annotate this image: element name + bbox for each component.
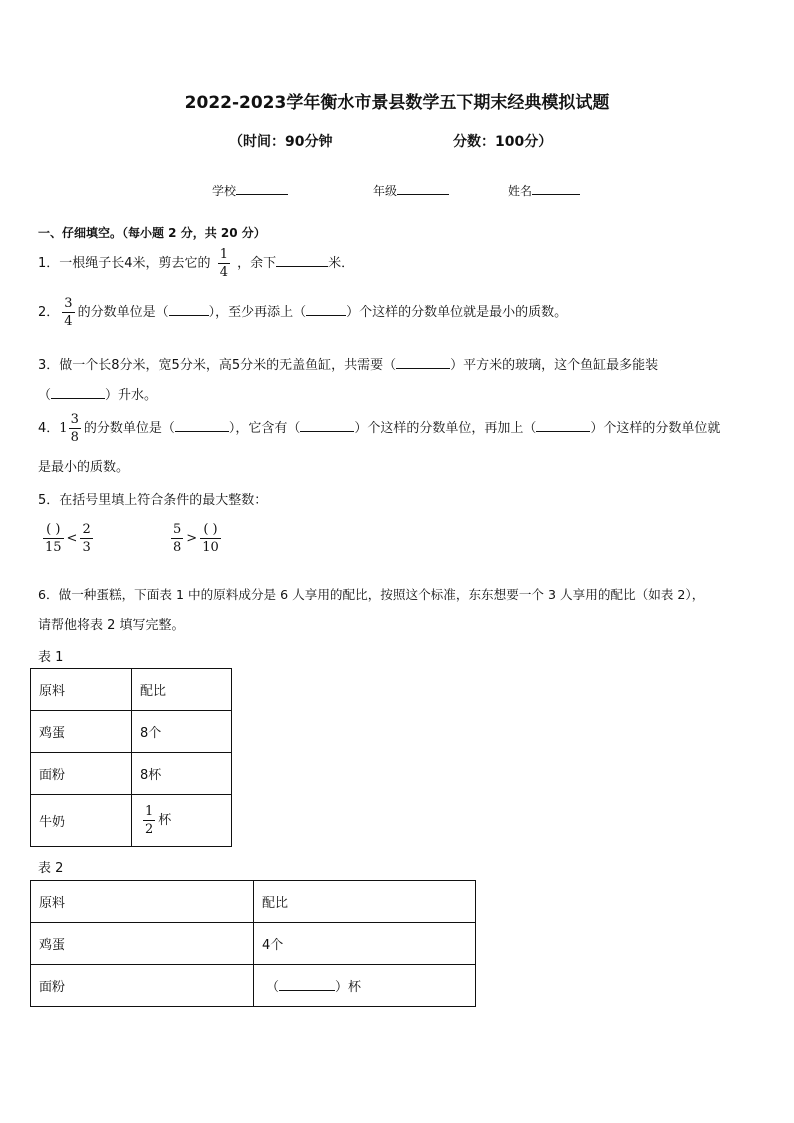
q1-fraction [218,248,230,279]
q5-f3-numerator: 5 [173,522,182,537]
table-row [31,965,476,1007]
flour-open-paren: （ [266,980,280,995]
q5-less-than: < [66,531,78,546]
table-cell: 面粉 [31,753,132,795]
q4-blank-2[interactable] [300,419,354,432]
table-row [31,753,232,795]
table-row [31,923,476,965]
q3-blank-2[interactable] [51,386,105,399]
name-blank[interactable] [532,182,580,195]
q2-blank-2[interactable] [306,303,346,316]
q3-text-a: 3．做一个长8分米，宽5分米，高5分米的无盖鱼缸，共需要（ [38,358,397,373]
question-5: 5．在括号里填上符合条件的最大整数： [38,493,268,508]
table-2-label: 表 2 [38,861,64,876]
table-header-cell: 原料 [31,669,132,711]
milk-unit: 杯 [158,813,172,828]
question-2 [38,297,567,328]
q5-answer-1[interactable]: ( ) [46,522,61,537]
q4-text-a: 的分数单位是（ [83,421,175,436]
table-cell [254,965,476,1007]
exam-score: 分数：100分） [453,134,553,150]
q2-number: 2． [38,305,60,320]
q1-unit: 米． [328,256,355,271]
table-1 [30,668,232,847]
milk-denominator: 2 [145,822,154,837]
table-cell: 鸡蛋 [31,923,254,965]
table-header-cell: 配比 [254,881,476,923]
q5-greater-than: > [186,531,198,546]
question-6-line-1: 6．做一种蛋糕，下面表 1 中的原料成分是 6 人享用的配比，按照这个标准，东东想要一个 3 人享用的配比（如表 2）， [38,587,705,602]
q2-blank-1[interactable] [169,303,209,316]
q4-blank-1[interactable] [175,419,229,432]
q1-text-2: ，余下 [237,256,277,271]
table-cell: 面粉 [31,965,254,1007]
question-1 [38,248,354,279]
q5-inequality-2 [168,523,224,554]
milk-numerator: 1 [145,804,154,819]
q2-text-c: ）个这样的分数单位就是最小的质数。 [346,305,568,320]
grade-field [373,182,449,199]
milk-fraction [143,805,155,836]
section-heading: 一、仔细填空。（每小题 2 分，共 20 分） [38,226,266,240]
q4-numerator: 3 [70,412,79,427]
question-4-line-1 [38,413,720,444]
table-row [31,711,232,753]
q5-f3-denominator: 8 [173,540,182,555]
table-cell: 8杯 [132,753,232,795]
q5-fraction-3 [171,523,183,554]
name-field [508,182,580,199]
q2-fraction [62,297,74,328]
q4-text-b: ），它含有（ [228,421,301,436]
q5-fraction-2 [80,523,92,554]
table-cell: 8个 [132,711,232,753]
q3-text-d: ）升水。 [105,388,158,403]
question-3-line-1 [38,354,658,373]
q2-text-a: 的分数单位是（ [77,305,169,320]
school-label: 学校 [212,184,237,198]
q3-text-b: ）平方米的玻璃，这个鱼缸最多能装 [450,358,659,373]
name-label: 姓名 [508,184,533,198]
q2-denominator: 4 [64,314,73,329]
flour-close-paren: ）杯 [335,980,362,995]
table-row [31,795,232,847]
q3-text-c: （ [38,388,52,403]
table-header-cell: 配比 [132,669,232,711]
table-cell: 牛奶 [31,795,132,847]
q1-numerator: 1 [219,247,228,262]
page-title: 2022-2023学年衡水市景县数学五下期末经典模拟试题 [184,93,610,113]
q4-denominator: 8 [70,430,79,445]
q2-text-b: ），至少再添上（ [208,305,307,320]
q1-blank[interactable] [276,254,328,267]
q3-blank-1[interactable] [396,356,450,369]
table-2 [30,880,476,1007]
table-row [31,881,476,923]
flour-blank[interactable] [279,978,335,991]
question-4-line-2: 是最小的质数。 [38,460,130,475]
q5-f2-denominator: 3 [82,540,91,555]
table-cell [132,795,232,847]
school-field [212,182,288,199]
table-1-label: 表 1 [38,650,64,665]
q5-fraction-1 [43,523,64,554]
q4-text-c: ）个这样的分数单位，再加上（ [354,421,537,436]
q1-denominator: 4 [219,265,228,280]
q2-numerator: 3 [64,296,73,311]
q5-answer-2[interactable]: ( ) [203,522,218,537]
question-6-line-2: 请帮他将表 2 填写完整。 [38,618,185,633]
exam-time: （时间：90分钟 [229,134,333,150]
q5-f1-denominator: 15 [45,540,62,555]
q5-f4-denominator: 10 [202,540,219,555]
grade-blank[interactable] [397,182,449,195]
q4-whole: 1 [59,421,68,436]
q4-fraction [69,413,81,444]
table-cell: 鸡蛋 [31,711,132,753]
q1-text: 1．一根绳子长4米，剪去它的 [38,256,211,271]
q4-blank-3[interactable] [536,419,590,432]
q5-inequality-1 [40,523,96,554]
table-cell: 4个 [254,923,476,965]
q5-f2-numerator: 2 [82,522,91,537]
school-blank[interactable] [236,182,288,195]
grade-label: 年级 [373,184,398,198]
q4-number: 4． [38,421,60,436]
q5-fraction-4 [200,523,221,554]
table-row [31,669,232,711]
table-header-cell: 原料 [31,881,254,923]
question-3-line-2 [38,384,157,403]
q4-text-d: ）个这样的分数单位就 [590,421,721,436]
